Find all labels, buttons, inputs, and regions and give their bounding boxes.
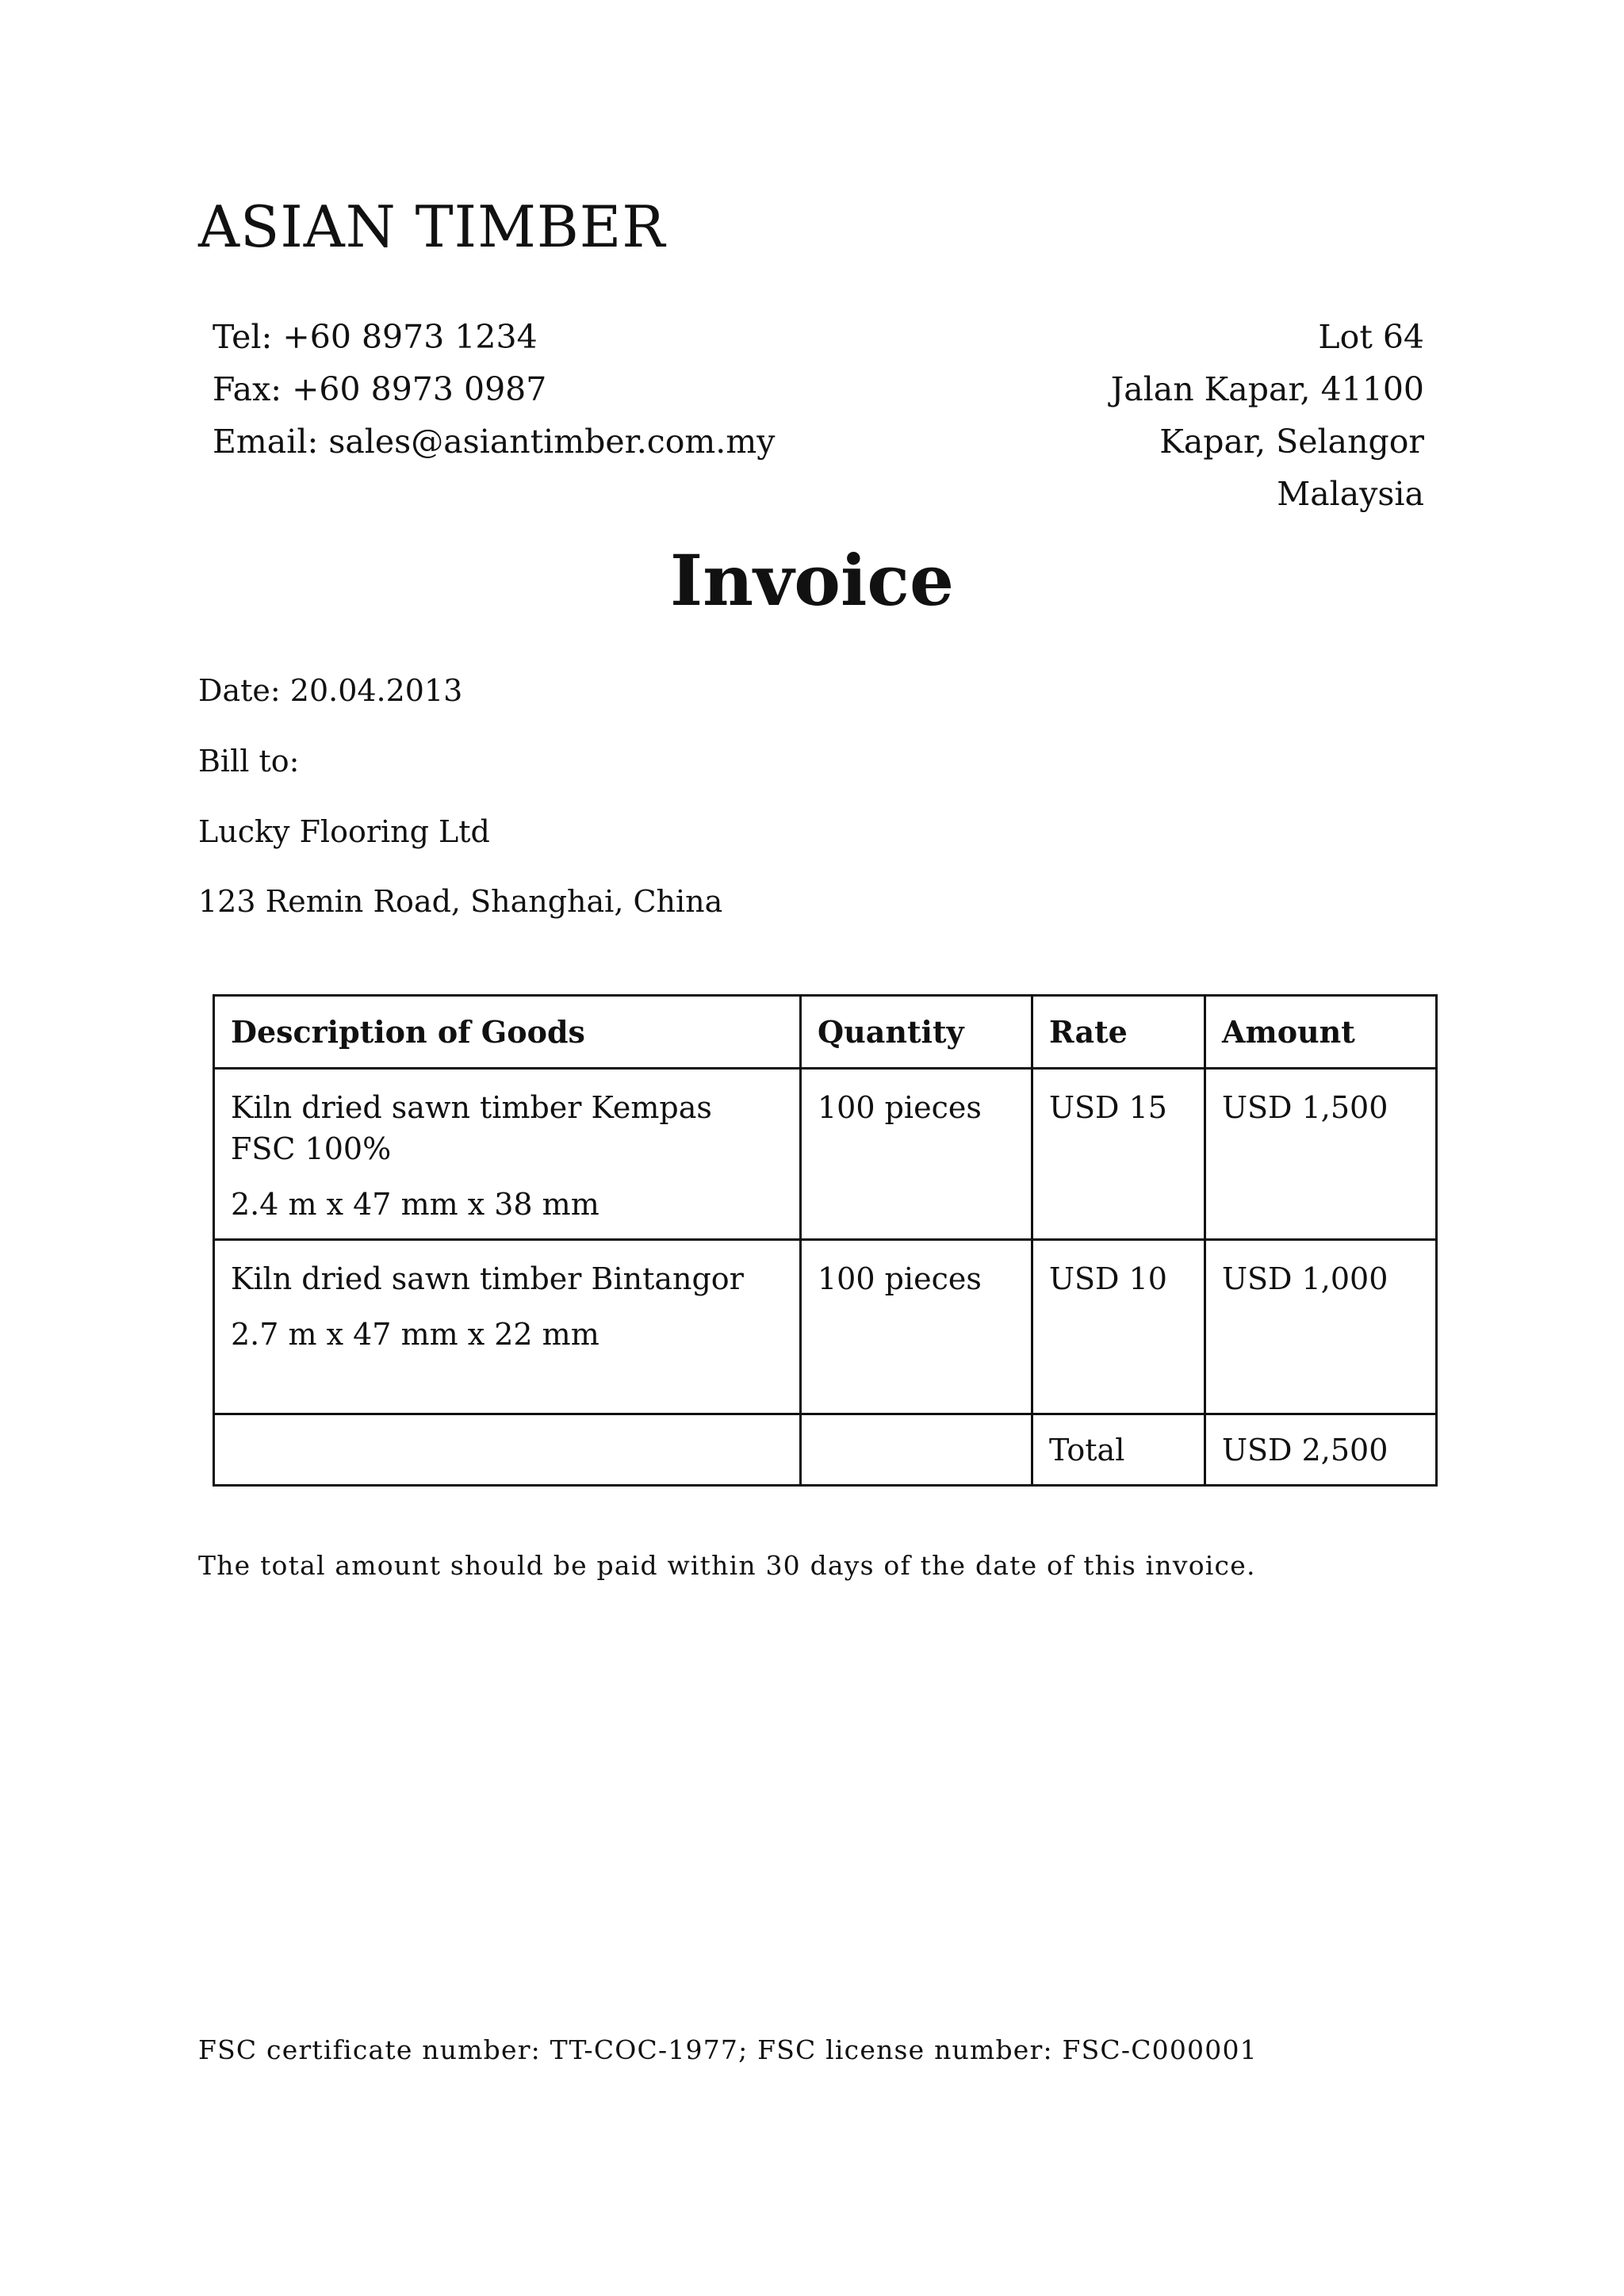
company-address [1111,311,1424,520]
table-header-row [214,996,1437,1069]
address-line: Malaysia [1277,475,1424,513]
total-row [214,1414,1437,1486]
header-description: Description of Goods [214,996,801,1069]
item-quantity [801,1069,1032,1240]
item-description: Kiln dried sawn timber Kempas FSC 100% [231,1090,712,1166]
company-name: ASIAN TIMBER [198,193,666,260]
total-label: Total [1032,1414,1205,1486]
item-rate-text: USD 10 [1049,1261,1167,1296]
item-dimensions: 2.4 m x 47 mm x 38 mm [231,1187,599,1222]
company-phone: Tel: +60 8973 1234 [213,318,538,356]
header-rate: Rate [1032,996,1205,1069]
invoice-title: Invoice [670,539,954,622]
item-description-cell [214,1069,801,1240]
item-quantity-text: 100 pieces [818,1090,982,1125]
payment-terms: The total amount should be paid within 30 days of the date of this invoice. [198,1550,1256,1581]
address-line: Kapar, Selangor [1159,423,1424,461]
bill-to-label: Bill to: [198,744,300,779]
total-amount: USD 2,500 [1205,1414,1437,1486]
header-amount: Amount [1205,996,1437,1069]
goods-table [213,994,1438,1487]
fsc-certificate-note: FSC certificate number: TT-COC-1977; FSC license number: FSC-C000001 [198,2034,1258,2065]
item-rate [1032,1240,1205,1414]
contact-block [213,311,775,468]
item-description-cell [214,1240,801,1414]
empty-cell [801,1414,1032,1486]
company-fax: Fax: +60 8973 0987 [213,370,547,408]
item-amount [1205,1069,1437,1240]
header-quantity: Quantity [801,996,1032,1069]
address-line: Lot 64 [1318,318,1424,356]
item-rate-text: USD 15 [1049,1090,1167,1125]
item-quantity [801,1240,1032,1414]
customer-address: 123 Remin Road, Shanghai, China [198,884,723,919]
item-dimensions: 2.7 m x 47 mm x 22 mm [231,1317,599,1352]
item-quantity-text: 100 pieces [818,1261,982,1296]
table-row [214,1240,1437,1414]
item-amount-text: USD 1,500 [1222,1090,1388,1125]
table-row [214,1069,1437,1240]
item-description: Kiln dried sawn timber Bintangor [231,1261,744,1296]
item-rate [1032,1069,1205,1240]
customer-name: Lucky Flooring Ltd [198,814,490,849]
item-amount-text: USD 1,000 [1222,1261,1388,1296]
empty-cell [214,1414,801,1486]
item-amount [1205,1240,1437,1414]
company-email: Email: sales@asiantimber.com.my [213,423,776,461]
address-line: Jalan Kapar, 41100 [1110,370,1424,408]
invoice-date: Date: 20.04.2013 [198,673,463,708]
